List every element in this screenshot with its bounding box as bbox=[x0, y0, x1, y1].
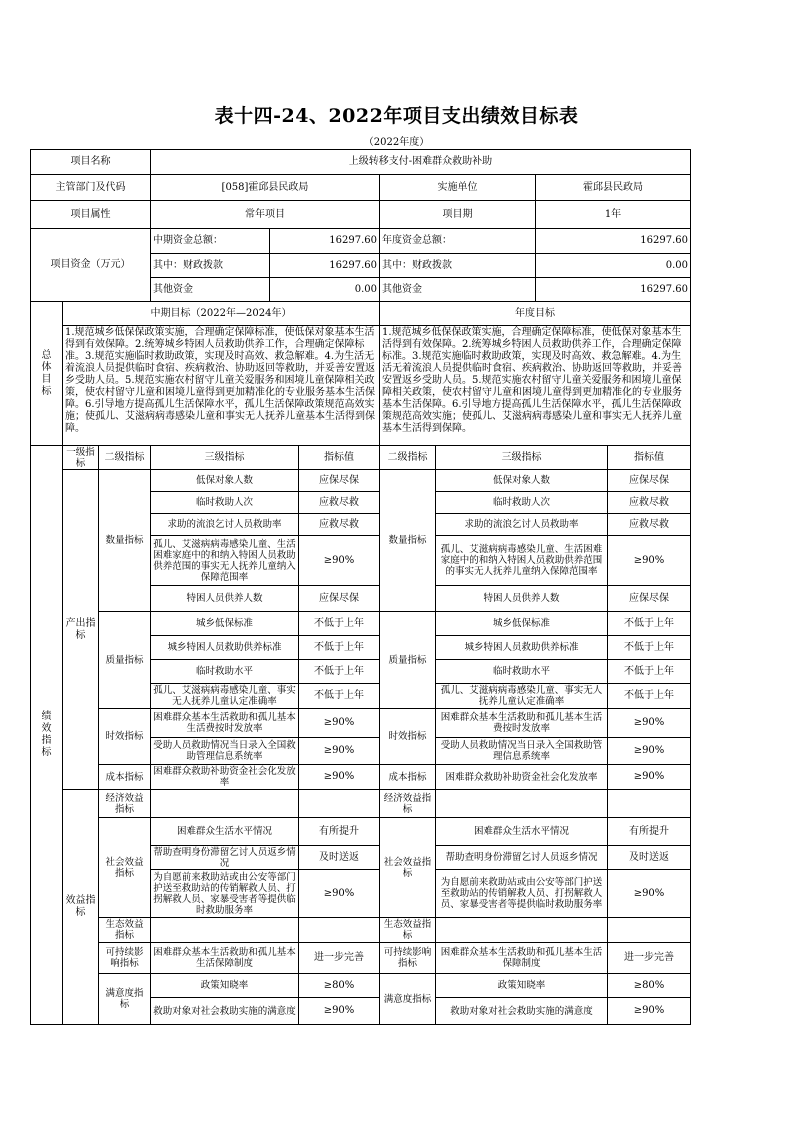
indicator-value-year: 不低于上年 bbox=[607, 611, 691, 636]
indicator-name-mid: 低保对象人数 bbox=[150, 469, 299, 492]
group-sustainable-year: 可持续影响指标 bbox=[379, 942, 436, 974]
year-other-label: 其他资金 bbox=[379, 277, 536, 302]
indicator-name-mid: 为自愿前来救助站或由公安等部门护送至救助站的传销解救人员、打拐解救人员、家暴受害者等提供临时救助服务率 bbox=[150, 869, 299, 918]
indicator-value-year: 不低于上年 bbox=[607, 635, 691, 660]
indicator-name-year: 政策知晓率 bbox=[435, 973, 608, 998]
indicator-value-year: 不低于上年 bbox=[607, 683, 691, 709]
header-level3-year: 三级指标 bbox=[435, 445, 608, 470]
group-economic-mid: 经济效益指标 bbox=[98, 789, 151, 818]
indicator-value-mid: 进一步完善 bbox=[298, 942, 380, 974]
indicator-name-mid: 受助人员救助情况当日录入全国救助管理信息系统率 bbox=[150, 737, 299, 765]
indicator-value-mid: 及时送返 bbox=[298, 845, 380, 870]
indicator-value-year: ≥90% bbox=[607, 737, 691, 765]
year-total-label: 年度资金总额： bbox=[379, 228, 536, 254]
period-label: 项目期 bbox=[379, 200, 536, 229]
mid-goal-header: 中期目标（2022年—2024年） bbox=[62, 301, 380, 326]
group-quality-mid: 质量指标 bbox=[98, 611, 151, 709]
year-fiscal-label: 其中：财政拨款 bbox=[379, 253, 536, 278]
indicator-name-mid: 孤儿、艾滋病病毒感染儿童、事实无人抚养儿童认定准确率 bbox=[150, 683, 299, 709]
indicator-value-mid: 不低于上年 bbox=[298, 611, 380, 636]
period-value: 1年 bbox=[535, 200, 691, 229]
indicator-name-year: 求助的流浪乞讨人员救助率 bbox=[435, 513, 608, 536]
indicator-name-year: 困难群众基本生活救助和孤儿基本生活费按时发放率 bbox=[435, 708, 608, 738]
indicator-name-year: 为自愿前来救助站或由公安等部门护送至救助站的传销解救人员、打拐解救人员、家暴受害者等提供临时救助服务率 bbox=[435, 869, 608, 918]
indicator-name-mid: 政策知晓率 bbox=[150, 973, 299, 998]
indicator-value-mid: ≥80% bbox=[298, 973, 380, 998]
output-label: 产出指标 bbox=[62, 469, 99, 790]
indicator-value-mid: ≥90% bbox=[298, 708, 380, 738]
indicator-value-year: 不低于上年 bbox=[607, 659, 691, 684]
indicator-name-year: 临时救助人次 bbox=[435, 491, 608, 514]
page-subtitle: （2022年度） bbox=[363, 137, 430, 148]
indicator-name-year: 孤儿、艾滋病病毒感染儿童、事实无人抚养儿童认定准确率 bbox=[435, 683, 608, 709]
indicator-value-year: 应救尽救 bbox=[607, 513, 691, 536]
indicator-name-mid: 城乡特困人员救助供养标准 bbox=[150, 635, 299, 660]
header-level3-mid: 三级指标 bbox=[150, 445, 299, 470]
indicator-value-mid bbox=[298, 789, 380, 818]
indicator-value-mid bbox=[298, 917, 380, 943]
indicator-name-year: 临时救助水平 bbox=[435, 659, 608, 684]
year-goal-text: 1.规范城乡低保保政策实施，合理确定保障标准，使低保对象基本生活得到有效保障。2.统筹城乡特困人员救助供养工作，合理确定保障标准。3.规范实施临时救助政策，实现及时高效、救急解难。4.为生活无着流浪人员提供临时食宿、疾病救治、协助返回等救助，并妥善安置返乡受助人员。5.规范实施农村留守儿童关爱服务和困境儿童保障相关政策，使农村留守儿童和困境儿童得到更加精准化的专业服务基本生活保障。6.引导地方提高孤儿生活保障水平，孤儿生活保障政策规范高效实施；使孤儿、艾滋病病毒感染儿童和事实无人抚养儿童基本生活得到保障。 bbox=[379, 325, 691, 446]
header-level1: 一级指标 bbox=[62, 445, 99, 470]
indicator-name-year: 困难群众基本生活救助和孤儿基本生活保障制度 bbox=[435, 942, 608, 974]
indicator-name-year: 困难群众生活水平情况 bbox=[435, 817, 608, 846]
year-total-value: 16297.60 bbox=[535, 228, 691, 254]
indicator-name-mid: 困难群众基本生活救助和孤儿基本生活保障制度 bbox=[150, 942, 299, 974]
indicator-value-year bbox=[607, 789, 691, 818]
mid-other-label: 其他资金 bbox=[150, 277, 270, 302]
indicator-name-mid: 帮助查明身份滞留乞讨人员返乡情况 bbox=[150, 845, 299, 870]
indicator-value-mid: 应保尽保 bbox=[298, 585, 380, 612]
indicator-name-year: 特困人员供养人数 bbox=[435, 585, 608, 612]
indicator-value-year: 进一步完善 bbox=[607, 942, 691, 974]
indicator-name-mid: 孤儿、艾滋病病毒感染儿童、生活困难家庭中的和纳入特困人员救助供养范围的事实无人抚养儿童纳入保障范围率 bbox=[150, 535, 299, 586]
indicator-value-mid: ≥90% bbox=[298, 535, 380, 586]
indicator-value-mid: 不低于上年 bbox=[298, 659, 380, 684]
indicator-value-year: 应保尽保 bbox=[607, 469, 691, 492]
perf-label: 绩 效 指 标 bbox=[30, 445, 63, 1025]
indicator-name-year: 救助对象对社会救助实施的满意度 bbox=[435, 997, 608, 1025]
indicator-name-year bbox=[435, 789, 608, 818]
group-timeliness-mid: 时效指标 bbox=[98, 708, 151, 765]
indicator-name-mid bbox=[150, 917, 299, 943]
indicator-value-mid: 应保尽保 bbox=[298, 469, 380, 492]
mid-other-value: 0.00 bbox=[269, 277, 380, 302]
indicator-name-mid: 困难群众基本生活救助和孤儿基本生活费按时发放率 bbox=[150, 708, 299, 738]
indicator-value-mid: 应救尽救 bbox=[298, 513, 380, 536]
group-economic-year: 经济效益指标 bbox=[379, 789, 436, 818]
attr-value: 常年项目 bbox=[150, 200, 380, 229]
indicator-value-year: ≥90% bbox=[607, 869, 691, 918]
mid-fiscal-label: 其中：财政拨款 bbox=[150, 253, 270, 278]
group-quantity-mid: 数量指标 bbox=[98, 469, 151, 612]
header-level2-year: 二级指标 bbox=[379, 445, 436, 470]
indicator-name-mid: 救助对象对社会救助实施的满意度 bbox=[150, 997, 299, 1025]
year-goal-header: 年度目标 bbox=[379, 301, 691, 326]
group-ecological-mid: 生态效益指标 bbox=[98, 917, 151, 943]
group-ecological-year: 生态效益指标 bbox=[379, 917, 436, 943]
indicator-value-year: 及时送返 bbox=[607, 845, 691, 870]
indicator-name-year: 城乡低保标准 bbox=[435, 611, 608, 636]
indicator-value-year: ≥90% bbox=[607, 764, 691, 790]
page-title: 表十四-24、2022年项目支出绩效目标表 bbox=[214, 105, 579, 127]
indicator-name-year bbox=[435, 917, 608, 943]
indicator-value-year: ≥90% bbox=[607, 997, 691, 1025]
indicator-value-year: 应保尽保 bbox=[607, 585, 691, 612]
dept-value: [058]霍邱县民政局 bbox=[150, 174, 380, 201]
indicator-name-mid bbox=[150, 789, 299, 818]
indicator-name-mid: 特困人员供养人数 bbox=[150, 585, 299, 612]
attr-label: 项目属性 bbox=[30, 200, 151, 229]
indicator-name-year: 受助人员救助情况当日录入全国救助管理信息系统率 bbox=[435, 737, 608, 765]
indicator-value-year: ≥90% bbox=[607, 535, 691, 586]
mid-total-label: 中期资金总额： bbox=[150, 228, 270, 254]
year-other-value: 16297.60 bbox=[535, 277, 691, 302]
indicator-value-mid: ≥90% bbox=[298, 764, 380, 790]
indicator-name-mid: 困难群众救助补助资金社会化发放率 bbox=[150, 764, 299, 790]
header-value-year: 指标值 bbox=[607, 445, 691, 470]
year-fiscal-value: 0.00 bbox=[535, 253, 691, 278]
group-quantity-year: 数量指标 bbox=[379, 469, 436, 612]
indicator-name-year: 低保对象人数 bbox=[435, 469, 608, 492]
indicator-value-mid: 有所提升 bbox=[298, 817, 380, 846]
group-satisfaction-year: 满意度指标 bbox=[379, 973, 436, 1025]
indicator-name-year: 困难群众救助补助资金社会化发放率 bbox=[435, 764, 608, 790]
funds-label: 项目资金（万元） bbox=[30, 228, 151, 302]
header-level2-mid: 二级指标 bbox=[98, 445, 151, 470]
indicator-name-mid: 求助的流浪乞讨人员救助率 bbox=[150, 513, 299, 536]
indicator-value-mid: ≥90% bbox=[298, 869, 380, 918]
indicator-value-mid: ≥90% bbox=[298, 997, 380, 1025]
indicator-name-year: 帮助查明身份滞留乞讨人员返乡情况 bbox=[435, 845, 608, 870]
indicator-value-mid: ≥90% bbox=[298, 737, 380, 765]
group-quality-year: 质量指标 bbox=[379, 611, 436, 709]
indicator-value-year: 应救尽救 bbox=[607, 491, 691, 514]
indicator-value-mid: 应救尽救 bbox=[298, 491, 380, 514]
indicator-value-year bbox=[607, 917, 691, 943]
indicator-name-year: 孤儿、艾滋病病毒感染儿童、生活困难家庭中的和纳入特困人员救助供养范围的事实无人抚养儿童纳入保障范围率 bbox=[435, 535, 608, 586]
indicator-value-year: ≥80% bbox=[607, 973, 691, 998]
group-cost-year: 成本指标 bbox=[379, 764, 436, 790]
mid-total-value: 16297.60 bbox=[269, 228, 380, 254]
indicator-name-mid: 城乡低保标准 bbox=[150, 611, 299, 636]
indicator-value-year: ≥90% bbox=[607, 708, 691, 738]
indicator-name-year: 城乡特困人员救助供养标准 bbox=[435, 635, 608, 660]
impl-unit-label: 实施单位 bbox=[379, 174, 536, 201]
mid-fiscal-value: 16297.60 bbox=[269, 253, 380, 278]
impl-unit-value: 霍邱县民政局 bbox=[535, 174, 691, 201]
header-value-mid: 指标值 bbox=[298, 445, 380, 470]
indicator-value-mid: 不低于上年 bbox=[298, 635, 380, 660]
group-cost-mid: 成本指标 bbox=[98, 764, 151, 790]
group-sustainable-mid: 可持续影响指标 bbox=[98, 942, 151, 974]
indicator-name-mid: 困难群众生活水平情况 bbox=[150, 817, 299, 846]
group-social-mid: 社会效益指标 bbox=[98, 817, 151, 918]
mid-goal-text: 1.规范城乡低保保政策实施，合理确定保障标准，使低保对象基本生活得到有效保障。2.统筹城乡特困人员救助供养工作，合理确定保障标准。3.规范实施临时救助政策，实现及时高效、救急解难。4.为生活无着流浪人员提供临时食宿、疾病救治、协助返回等救助，并妥善安置返乡受助人员。5.规范实施农村留守儿童关爱服务和困境儿童保障相关政策，使农村留守儿童和困境儿童得到更加精准化的专业服务基本生活保障。6.引导地方提高孤儿生活保障水平，孤儿生活保障政策规范高效实施；使孤儿、艾滋病病毒感染儿童和事实无人抚养儿童基本生活得到保障。 bbox=[62, 325, 380, 446]
project-name-value: 上级转移支付-困难群众救助补助 bbox=[150, 149, 691, 175]
overall-goal-label: 总 体 目 标 bbox=[30, 301, 63, 446]
group-social-year: 社会效益指标 bbox=[379, 817, 436, 918]
group-satisfaction-mid: 满意度指标 bbox=[98, 973, 151, 1025]
indicator-name-mid: 临时救助水平 bbox=[150, 659, 299, 684]
project-name-label: 项目名称 bbox=[30, 149, 151, 175]
indicator-value-mid: 不低于上年 bbox=[298, 683, 380, 709]
benefit-label: 效益指标 bbox=[62, 789, 99, 1025]
group-timeliness-year: 时效指标 bbox=[379, 708, 436, 765]
dept-label: 主管部门及代码 bbox=[30, 174, 151, 201]
indicator-name-mid: 临时救助人次 bbox=[150, 491, 299, 514]
indicator-value-year: 有所提升 bbox=[607, 817, 691, 846]
